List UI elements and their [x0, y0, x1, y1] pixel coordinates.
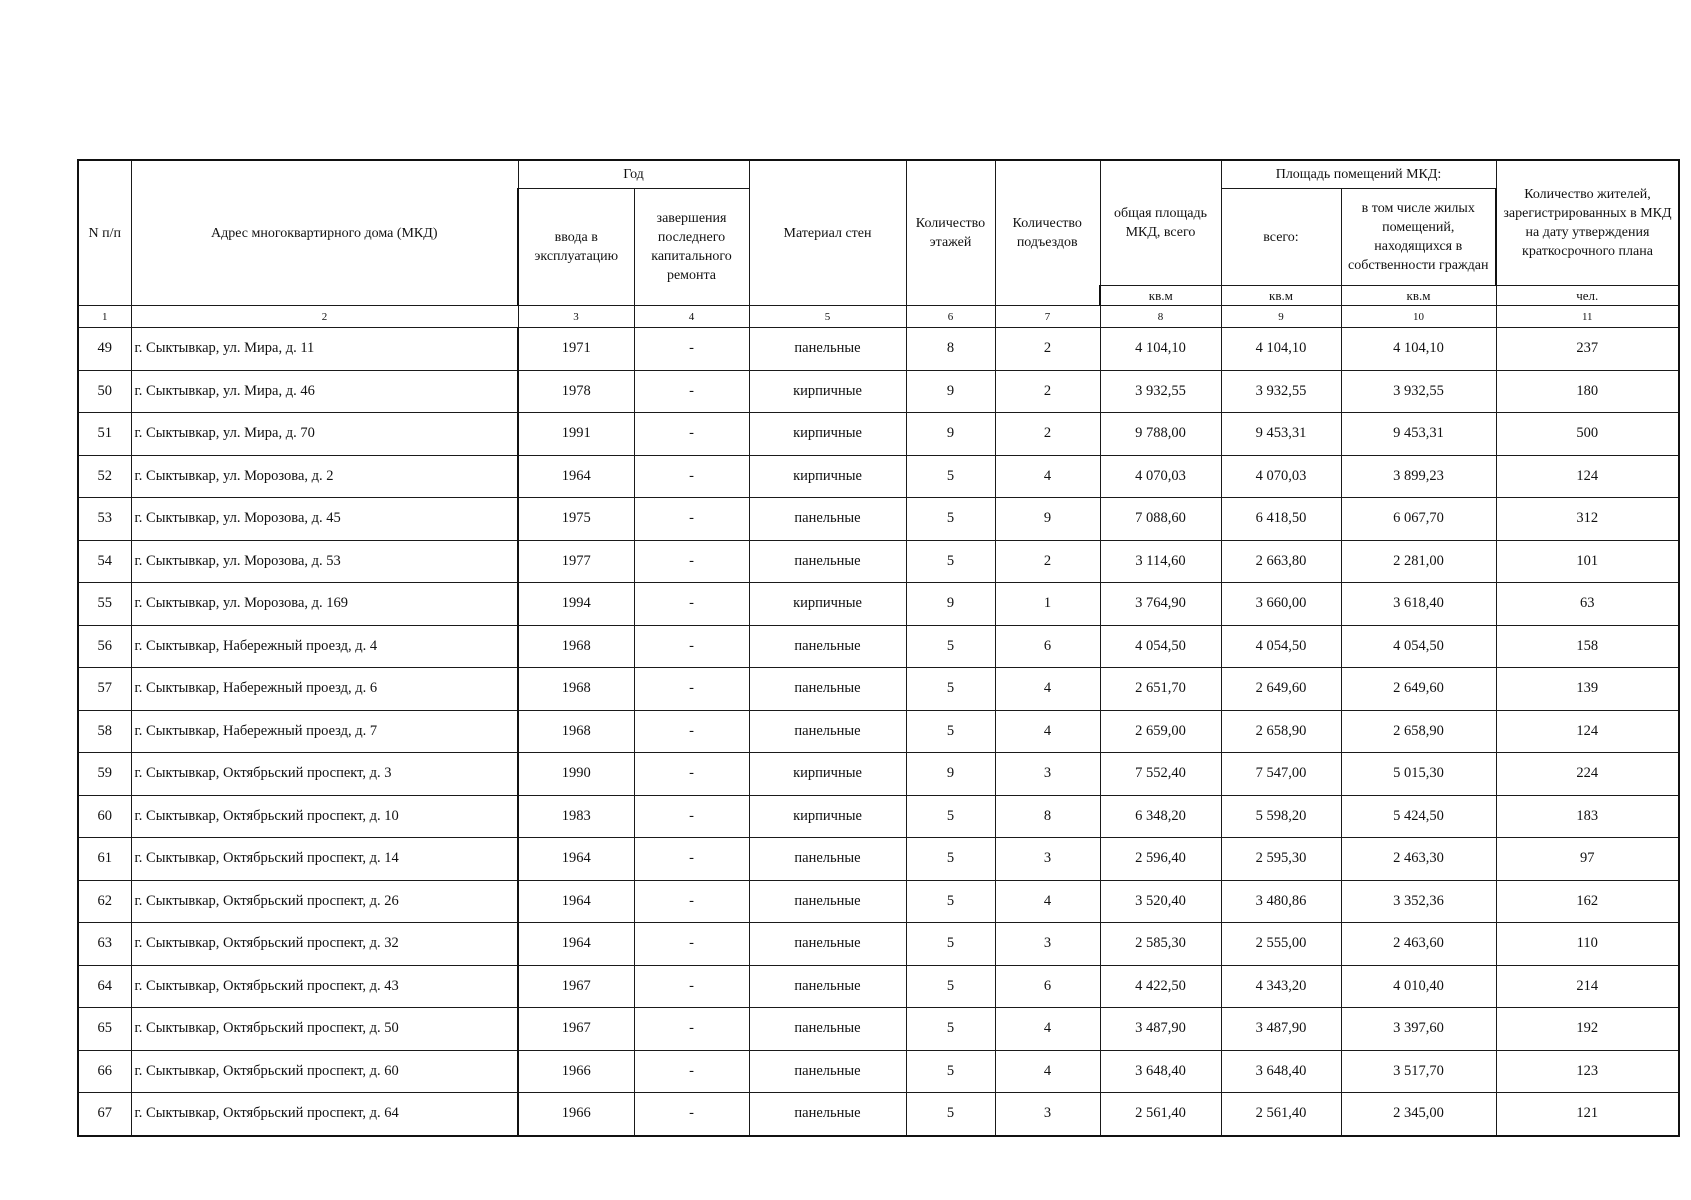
row-number: 58 — [78, 710, 131, 753]
entrances-cell: 3 — [995, 838, 1100, 881]
unit-total-area: кв.м — [1100, 286, 1221, 306]
residents-cell: 224 — [1496, 753, 1679, 796]
premises-total-cell: 3 480,86 — [1221, 880, 1341, 923]
residents-cell: 192 — [1496, 1008, 1679, 1051]
premises-total-cell: 4 104,10 — [1221, 328, 1341, 371]
header-year-group: Год — [518, 160, 749, 189]
total-area-cell: 9 788,00 — [1100, 413, 1221, 456]
premises-total-cell: 7 547,00 — [1221, 753, 1341, 796]
premises-residential-cell: 4 010,40 — [1341, 965, 1496, 1008]
table-row — [78, 880, 1679, 923]
floors-cell: 5 — [906, 498, 995, 541]
premises-total-cell: 2 595,30 — [1221, 838, 1341, 881]
header-premises-residential: в том числе жилых помещений, находящихся в собственности граждан — [1341, 189, 1496, 286]
wall-material-cell: панельные — [749, 668, 906, 711]
year-commission-cell: 1964 — [518, 923, 634, 966]
premises-residential-cell: 9 453,31 — [1341, 413, 1496, 456]
floors-cell: 5 — [906, 1050, 995, 1093]
entrances-cell: 4 — [995, 880, 1100, 923]
header-entrances: Количество подъездов — [995, 160, 1100, 306]
wall-material-cell: панельные — [749, 1050, 906, 1093]
row-number: 66 — [78, 1050, 131, 1093]
table-row — [78, 668, 1679, 711]
premises-residential-cell: 2 463,60 — [1341, 923, 1496, 966]
premises-residential-cell: 2 649,60 — [1341, 668, 1496, 711]
header-total-area: общая площадь МКД, всего — [1100, 160, 1221, 286]
row-number: 54 — [78, 540, 131, 583]
table-row — [78, 965, 1679, 1008]
total-area-cell: 2 596,40 — [1100, 838, 1221, 881]
premises-total-cell: 2 561,40 — [1221, 1093, 1341, 1136]
year-repair-cell: - — [634, 498, 749, 541]
column-number: 5 — [749, 306, 906, 328]
entrances-cell: 4 — [995, 668, 1100, 711]
floors-cell: 5 — [906, 1093, 995, 1136]
premises-total-cell: 4 070,03 — [1221, 455, 1341, 498]
year-commission-cell: 1983 — [518, 795, 634, 838]
residents-cell: 162 — [1496, 880, 1679, 923]
year-repair-cell: - — [634, 540, 749, 583]
table-row — [78, 583, 1679, 626]
wall-material-cell: панельные — [749, 328, 906, 371]
premises-residential-cell: 2 345,00 — [1341, 1093, 1496, 1136]
wall-material-cell: панельные — [749, 710, 906, 753]
premises-total-cell: 3 648,40 — [1221, 1050, 1341, 1093]
wall-material-cell: кирпичные — [749, 455, 906, 498]
unit-premises-total: кв.м — [1221, 286, 1341, 306]
year-commission-cell: 1968 — [518, 710, 634, 753]
premises-residential-cell: 4 054,50 — [1341, 625, 1496, 668]
header-floors: Количество этажей — [906, 160, 995, 306]
wall-material-cell: кирпичные — [749, 583, 906, 626]
row-number: 50 — [78, 370, 131, 413]
table-row — [78, 1008, 1679, 1051]
entrances-cell: 4 — [995, 455, 1100, 498]
table-row — [78, 710, 1679, 753]
premises-residential-cell: 5 015,30 — [1341, 753, 1496, 796]
unit-residents: чел. — [1496, 286, 1679, 306]
table-row — [78, 1093, 1679, 1136]
premises-total-cell: 5 598,20 — [1221, 795, 1341, 838]
year-repair-cell: - — [634, 625, 749, 668]
wall-material-cell: панельные — [749, 1093, 906, 1136]
residents-cell: 123 — [1496, 1050, 1679, 1093]
year-commission-cell: 1966 — [518, 1093, 634, 1136]
entrances-cell: 2 — [995, 370, 1100, 413]
column-number: 10 — [1341, 306, 1496, 328]
premises-residential-cell: 3 397,60 — [1341, 1008, 1496, 1051]
address-cell: г. Сыктывкар, Октябрьский проспект, д. 60 — [131, 1050, 518, 1093]
residents-cell: 237 — [1496, 328, 1679, 371]
year-repair-cell: - — [634, 1008, 749, 1051]
address-cell: г. Сыктывкар, Октябрьский проспект, д. 50 — [131, 1008, 518, 1051]
year-commission-cell: 1975 — [518, 498, 634, 541]
floors-cell: 5 — [906, 965, 995, 1008]
year-repair-cell: - — [634, 880, 749, 923]
floors-cell: 8 — [906, 328, 995, 371]
row-number: 51 — [78, 413, 131, 456]
wall-material-cell: кирпичные — [749, 795, 906, 838]
premises-total-cell: 3 487,90 — [1221, 1008, 1341, 1051]
total-area-cell: 2 651,70 — [1100, 668, 1221, 711]
residents-cell: 110 — [1496, 923, 1679, 966]
row-number: 65 — [78, 1008, 131, 1051]
floors-cell: 5 — [906, 795, 995, 838]
floors-cell: 9 — [906, 753, 995, 796]
premises-residential-cell: 5 424,50 — [1341, 795, 1496, 838]
premises-total-cell: 3 660,00 — [1221, 583, 1341, 626]
year-commission-cell: 1964 — [518, 880, 634, 923]
year-commission-cell: 1991 — [518, 413, 634, 456]
wall-material-cell: панельные — [749, 498, 906, 541]
address-cell: г. Сыктывкар, Октябрьский проспект, д. 32 — [131, 923, 518, 966]
row-number: 49 — [78, 328, 131, 371]
header-n-pp: N п/п — [78, 160, 131, 306]
address-cell: г. Сыктывкар, Октябрьский проспект, д. 14 — [131, 838, 518, 881]
wall-material-cell: кирпичные — [749, 370, 906, 413]
entrances-cell: 2 — [995, 413, 1100, 456]
year-repair-cell: - — [634, 710, 749, 753]
address-cell: г. Сыктывкар, ул. Морозова, д. 45 — [131, 498, 518, 541]
table-row — [78, 1050, 1679, 1093]
residents-cell: 214 — [1496, 965, 1679, 1008]
year-commission-cell: 1994 — [518, 583, 634, 626]
wall-material-cell: панельные — [749, 923, 906, 966]
premises-total-cell: 2 649,60 — [1221, 668, 1341, 711]
row-number: 67 — [78, 1093, 131, 1136]
address-cell: г. Сыктывкар, Октябрьский проспект, д. 10 — [131, 795, 518, 838]
year-repair-cell: - — [634, 1050, 749, 1093]
residents-cell: 101 — [1496, 540, 1679, 583]
year-commission-cell: 1967 — [518, 1008, 634, 1051]
year-commission-cell: 1964 — [518, 838, 634, 881]
total-area-cell: 7 088,60 — [1100, 498, 1221, 541]
column-number: 7 — [995, 306, 1100, 328]
housing-table — [77, 159, 1680, 1137]
premises-total-cell: 6 418,50 — [1221, 498, 1341, 541]
address-cell: г. Сыктывкар, ул. Мира, д. 46 — [131, 370, 518, 413]
floors-cell: 5 — [906, 455, 995, 498]
table-row — [78, 370, 1679, 413]
address-cell: г. Сыктывкар, Набережный проезд, д. 6 — [131, 668, 518, 711]
floors-cell: 9 — [906, 370, 995, 413]
total-area-cell: 6 348,20 — [1100, 795, 1221, 838]
table-row — [78, 413, 1679, 456]
total-area-cell: 7 552,40 — [1100, 753, 1221, 796]
floors-cell: 5 — [906, 668, 995, 711]
address-cell: г. Сыктывкар, ул. Мира, д. 70 — [131, 413, 518, 456]
entrances-cell: 2 — [995, 540, 1100, 583]
column-number: 6 — [906, 306, 995, 328]
row-number: 63 — [78, 923, 131, 966]
total-area-cell: 3 648,40 — [1100, 1050, 1221, 1093]
premises-total-cell: 2 658,90 — [1221, 710, 1341, 753]
address-cell: г. Сыктывкар, Набережный проезд, д. 7 — [131, 710, 518, 753]
wall-material-cell: панельные — [749, 625, 906, 668]
wall-material-cell: панельные — [749, 880, 906, 923]
floors-cell: 5 — [906, 1008, 995, 1051]
header-address: Адрес многоквартирного дома (МКД) — [131, 160, 518, 306]
wall-material-cell: панельные — [749, 540, 906, 583]
premises-residential-cell: 3 899,23 — [1341, 455, 1496, 498]
column-number: 9 — [1221, 306, 1341, 328]
residents-cell: 500 — [1496, 413, 1679, 456]
address-cell: г. Сыктывкар, Набережный проезд, д. 4 — [131, 625, 518, 668]
year-repair-cell: - — [634, 583, 749, 626]
year-repair-cell: - — [634, 965, 749, 1008]
entrances-cell: 4 — [995, 1050, 1100, 1093]
entrances-cell: 3 — [995, 753, 1100, 796]
row-number: 59 — [78, 753, 131, 796]
premises-residential-cell: 4 104,10 — [1341, 328, 1496, 371]
year-repair-cell: - — [634, 1093, 749, 1136]
entrances-cell: 3 — [995, 1093, 1100, 1136]
table-body — [78, 328, 1679, 1136]
table-row — [78, 625, 1679, 668]
residents-cell: 312 — [1496, 498, 1679, 541]
floors-cell: 5 — [906, 710, 995, 753]
premises-residential-cell: 3 517,70 — [1341, 1050, 1496, 1093]
total-area-cell: 3 487,90 — [1100, 1008, 1221, 1051]
year-commission-cell: 1990 — [518, 753, 634, 796]
address-cell: г. Сыктывкар, Октябрьский проспект, д. 43 — [131, 965, 518, 1008]
wall-material-cell: панельные — [749, 1008, 906, 1051]
residents-cell: 97 — [1496, 838, 1679, 881]
entrances-cell: 6 — [995, 965, 1100, 1008]
total-area-cell: 4 070,03 — [1100, 455, 1221, 498]
premises-residential-cell: 3 352,36 — [1341, 880, 1496, 923]
table-row — [78, 455, 1679, 498]
total-area-cell: 2 585,30 — [1100, 923, 1221, 966]
year-repair-cell: - — [634, 370, 749, 413]
premises-residential-cell: 6 067,70 — [1341, 498, 1496, 541]
table-row — [78, 795, 1679, 838]
table-row — [78, 328, 1679, 371]
column-number: 8 — [1100, 306, 1221, 328]
year-commission-cell: 1967 — [518, 965, 634, 1008]
row-number: 62 — [78, 880, 131, 923]
entrances-cell: 4 — [995, 1008, 1100, 1051]
floors-cell: 9 — [906, 413, 995, 456]
header-premises-group: Площадь помещений МКД: — [1221, 160, 1496, 189]
row-number: 61 — [78, 838, 131, 881]
row-number: 55 — [78, 583, 131, 626]
header-premises-total: всего: — [1221, 189, 1341, 286]
year-repair-cell: - — [634, 328, 749, 371]
row-number: 53 — [78, 498, 131, 541]
year-repair-cell: - — [634, 413, 749, 456]
premises-residential-cell: 2 281,00 — [1341, 540, 1496, 583]
row-number: 52 — [78, 455, 131, 498]
year-commission-cell: 1966 — [518, 1050, 634, 1093]
premises-total-cell: 4 343,20 — [1221, 965, 1341, 1008]
wall-material-cell: кирпичные — [749, 413, 906, 456]
row-number: 56 — [78, 625, 131, 668]
address-cell: г. Сыктывкар, ул. Морозова, д. 53 — [131, 540, 518, 583]
header-year-commission: ввода в эксплуатацию — [518, 189, 634, 306]
address-cell: г. Сыктывкар, ул. Морозова, д. 2 — [131, 455, 518, 498]
address-cell: г. Сыктывкар, Октябрьский проспект, д. 3 — [131, 753, 518, 796]
address-cell: г. Сыктывкар, Октябрьский проспект, д. 26 — [131, 880, 518, 923]
residents-cell: 180 — [1496, 370, 1679, 413]
unit-premises-residential: кв.м — [1341, 286, 1496, 306]
year-repair-cell: - — [634, 668, 749, 711]
column-number: 3 — [518, 306, 634, 328]
table-row — [78, 498, 1679, 541]
table-row — [78, 540, 1679, 583]
premises-total-cell: 3 932,55 — [1221, 370, 1341, 413]
residents-cell: 121 — [1496, 1093, 1679, 1136]
residents-cell: 158 — [1496, 625, 1679, 668]
floors-cell: 5 — [906, 923, 995, 966]
row-number: 60 — [78, 795, 131, 838]
total-area-cell: 4 422,50 — [1100, 965, 1221, 1008]
column-number: 11 — [1496, 306, 1679, 328]
header-year-repair: завершения последнего капитального ремонта — [634, 189, 749, 306]
entrances-cell: 2 — [995, 328, 1100, 371]
floors-cell: 5 — [906, 540, 995, 583]
residents-cell: 183 — [1496, 795, 1679, 838]
column-number: 2 — [131, 306, 518, 328]
wall-material-cell: панельные — [749, 965, 906, 1008]
year-commission-cell: 1964 — [518, 455, 634, 498]
year-repair-cell: - — [634, 753, 749, 796]
floors-cell: 5 — [906, 625, 995, 668]
residents-cell: 139 — [1496, 668, 1679, 711]
column-number: 4 — [634, 306, 749, 328]
floors-cell: 5 — [906, 838, 995, 881]
premises-total-cell: 2 555,00 — [1221, 923, 1341, 966]
total-area-cell: 4 054,50 — [1100, 625, 1221, 668]
address-cell: г. Сыктывкар, ул. Мира, д. 11 — [131, 328, 518, 371]
total-area-cell: 3 764,90 — [1100, 583, 1221, 626]
entrances-cell: 1 — [995, 583, 1100, 626]
total-area-cell: 3 520,40 — [1100, 880, 1221, 923]
year-commission-cell: 1971 — [518, 328, 634, 371]
address-cell: г. Сыктывкар, ул. Морозова, д. 169 — [131, 583, 518, 626]
total-area-cell: 3 932,55 — [1100, 370, 1221, 413]
table-row — [78, 923, 1679, 966]
total-area-cell: 4 104,10 — [1100, 328, 1221, 371]
floors-cell: 5 — [906, 880, 995, 923]
year-repair-cell: - — [634, 455, 749, 498]
floors-cell: 9 — [906, 583, 995, 626]
premises-residential-cell: 3 932,55 — [1341, 370, 1496, 413]
premises-total-cell: 9 453,31 — [1221, 413, 1341, 456]
total-area-cell: 3 114,60 — [1100, 540, 1221, 583]
entrances-cell: 9 — [995, 498, 1100, 541]
entrances-cell: 8 — [995, 795, 1100, 838]
wall-material-cell: панельные — [749, 838, 906, 881]
year-repair-cell: - — [634, 838, 749, 881]
row-number: 57 — [78, 668, 131, 711]
address-cell: г. Сыктывкар, Октябрьский проспект, д. 64 — [131, 1093, 518, 1136]
premises-total-cell: 2 663,80 — [1221, 540, 1341, 583]
residents-cell: 124 — [1496, 455, 1679, 498]
year-commission-cell: 1968 — [518, 668, 634, 711]
year-repair-cell: - — [634, 923, 749, 966]
premises-residential-cell: 2 658,90 — [1341, 710, 1496, 753]
entrances-cell: 6 — [995, 625, 1100, 668]
row-number: 64 — [78, 965, 131, 1008]
table-row — [78, 753, 1679, 796]
year-repair-cell: - — [634, 795, 749, 838]
year-commission-cell: 1978 — [518, 370, 634, 413]
column-number: 1 — [78, 306, 131, 328]
total-area-cell: 2 561,40 — [1100, 1093, 1221, 1136]
entrances-cell: 4 — [995, 710, 1100, 753]
residents-cell: 124 — [1496, 710, 1679, 753]
table-row — [78, 838, 1679, 881]
residents-cell: 63 — [1496, 583, 1679, 626]
year-commission-cell: 1977 — [518, 540, 634, 583]
premises-residential-cell: 3 618,40 — [1341, 583, 1496, 626]
premises-total-cell: 4 054,50 — [1221, 625, 1341, 668]
entrances-cell: 3 — [995, 923, 1100, 966]
year-commission-cell: 1968 — [518, 625, 634, 668]
premises-residential-cell: 2 463,30 — [1341, 838, 1496, 881]
header-wall-material: Материал стен — [749, 160, 906, 306]
wall-material-cell: кирпичные — [749, 753, 906, 796]
header-residents: Количество жителей, зарегистрированных в МКД на дату утверждения краткосрочного плана — [1496, 160, 1679, 286]
total-area-cell: 2 659,00 — [1100, 710, 1221, 753]
